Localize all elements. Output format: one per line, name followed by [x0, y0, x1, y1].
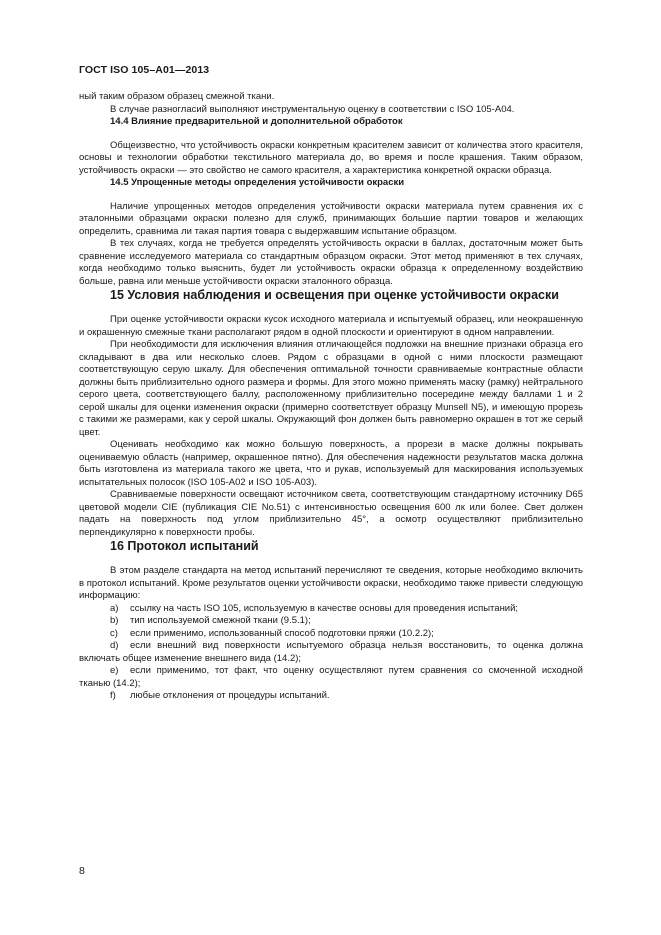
- paragraph: В случае разногласий выполняют инструментальную оценку в соответствии с ISO 105-A04.: [110, 103, 515, 115]
- list-item-label: c): [110, 627, 118, 639]
- paragraph: В этом разделе стандарта на метод испытаний перечисляют те сведения, которые необходимо включить в протокол испытаний. Кроме результатов оценки устойчивости окраски, необходимо также привести следующую информацию:: [79, 565, 583, 601]
- paragraph: Оценивать необходимо как можно большую поверхность, а прорези в маске должны покрывать оцениваемую область (например, окрашенное пятно). Для обеспечения надежности результатов маска должна быть изготовлена из материала такого же цвета, что и рукав, используемый для маскирования используемых испытательных полосок (ISO 105-A02 и ISO 105-A03).: [79, 439, 583, 488]
- paragraph: В тех случаях, когда не требуется определять устойчивость окраски в баллах, достаточным может быть сравнение исследуемого материала со стандартным образцом окраски. Этот метод применяют в тех случаях, когда необходимо только выяснить, будет ли устойчивость окраски образца к определенному воздействию больше, равна или меньше устойчивости окраски эталонного образца.: [79, 238, 583, 287]
- list-item: [79, 615, 583, 628]
- running-header: ГОСТ ISO 105–A01—2013: [79, 64, 210, 76]
- list-item-label: d): [110, 640, 119, 651]
- list-item-text: если применимо, использованный способ подготовки пряжи (10.2.2);: [130, 627, 434, 639]
- paragraph: Общеизвестно, что устойчивость окраски конкретным красителем зависит от количества этого красителя, основы и технологии обработки текстильного материала до, во время и после крашения. Таким образом, устойчивость окраски — это свойство не самого красителя, а характеристика конкретной окраски образца.: [79, 139, 583, 176]
- page-number: 8: [79, 865, 85, 877]
- paragraph: Наличие упрощенных методов определения устойчивости окраски материала путем сравнения их с эталонными образцами окраски полезно для служб, принимающих большие партии товаров и желающих определить, сравнима ли такая партия товара с выдержавшим испытание образцом.: [79, 200, 583, 237]
- list-item: [79, 640, 583, 665]
- list-item-text: если внешний вид поверхности испытуемого образца нельзя восстановить, то оценка должна включать общее изменение внешнего вида (14.2);: [79, 640, 583, 664]
- section-heading-14-5: 14.5 Упрощенные методы определения устойчивости окраски: [110, 177, 405, 188]
- list-item-text: любые отклонения от процедуры испытаний.: [130, 690, 330, 701]
- list-item-label: a): [110, 602, 119, 614]
- list-item-text: тип используемой смежной ткани (9.5.1);: [130, 615, 311, 626]
- list-item-label: e): [110, 665, 119, 676]
- paragraph: ный таким образом образец смежной ткани.: [79, 91, 275, 102]
- list-item-text: ссылку на часть ISO 105, используемую в качестве основы для проведения испытаний;: [130, 602, 519, 614]
- list-item: [79, 603, 583, 616]
- paragraph: Сравниваемые поверхности освещают источником света, соответствующим стандартному источнику D65 цветовой модели CIE (публикация CIE No.51) с интенсивностью освещения 600 лк или более. Свет должен падать на поверхность под углом приблизительно 45°, а осмотр осуществляют приблизительно перпендикулярно к поверхности пробы.: [79, 489, 583, 538]
- list-item: [79, 690, 583, 703]
- section-heading-16: 16 Протокол испытаний: [110, 539, 259, 553]
- list-item-label: f): [110, 690, 116, 701]
- report-items-list: [79, 603, 583, 703]
- list-item-label: b): [110, 615, 119, 626]
- section-heading-15: 15 Условия наблюдения и освещения при оценке устойчивости окраски: [110, 288, 559, 302]
- list-item: [79, 628, 583, 641]
- paragraph: При оценке устойчивости окраски кусок исходного материала и испытуемый образец, или неокрашенную и окрашенную смежные ткани располагают рядом в одной плоскости и ориентируют в одном направлении.: [79, 314, 583, 338]
- paragraph: При необходимости для исключения влияния отличающейся подложки на внешние признаки образца его складывают в два или несколько слоев. Рядом с образцами в одной с ними плоскости размещают соответствующую серую шкалу. Для обеспечения оптимальной точности сравниваемые контрастные области должны быть приблизительно одного размера и формы. Для этого можно применять маску (рамку) нейтрального серого цвета, соответствующего баллу, расположенному приблизительно посередине между баллами 1 и 2 серой шкалы для оценки изменения окраски (примерно соответствует образцу Munsell N5), и имеющую прорезь с такими же размерами, как у серой шкалы. Окружающий фон должен быть равномерно окрашен в тот же серый цвет.: [79, 339, 583, 438]
- list-item: [79, 665, 583, 690]
- section-heading-14-4: 14.4 Влияние предварительной и дополнительной обработок: [110, 116, 403, 127]
- list-item-text: если применимо, тот факт, что оценку осуществляют путем сравнения со смоченной исходной тканью (14.2);: [79, 665, 583, 689]
- page-body: [79, 91, 583, 703]
